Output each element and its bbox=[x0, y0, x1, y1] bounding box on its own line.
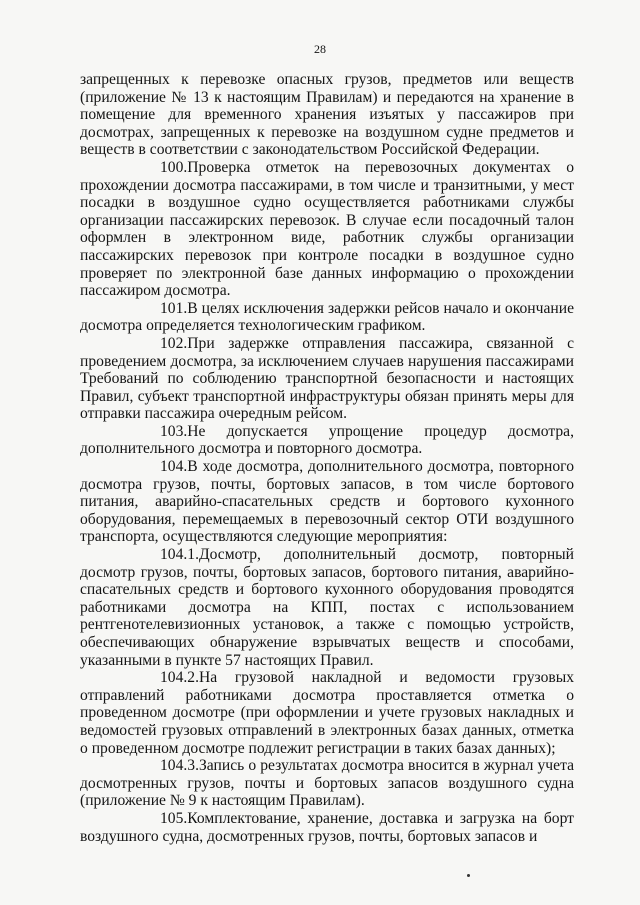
paragraph-text: При задержке отправления пассажира, связанной с проведением досмотра, за исключением случаев нарушения пассажирами Требований по соблюдению транспортной безопасности и настоящих Правил, субъект транспортной инфраструктуры обязан принять меры для отправки пассажира очередным рейсом. bbox=[80, 334, 574, 423]
paragraph-100 bbox=[80, 159, 574, 300]
paragraph-102 bbox=[80, 335, 574, 423]
scan-speck bbox=[467, 874, 470, 877]
paragraph-number: 105. bbox=[160, 809, 188, 827]
paragraph-text: Комплектование, хранение, доставка и загрузка на борт воздушного судна, досмотренных грузов, почты, бортовых запасов и bbox=[80, 809, 574, 845]
paragraph-number: 103. bbox=[160, 422, 188, 440]
paragraph-text: Проверка отметок на перевозочных документах о прохождении досмотра пассажирами, в том числе и транзитными, у мест посадки в воздушное судно осуществляется работниками службы организации пассажирских перевозок. В случае если посадочный талон оформлен в электронном виде, работник службы организации пассажирских перевозок при контроле посадки в воздушное судно проверяет по электронной базе данных информацию о прохождении пассажиром досмотра. bbox=[80, 158, 574, 300]
paragraph-104-3 bbox=[80, 757, 574, 810]
paragraph-105 bbox=[80, 810, 574, 845]
paragraph-number: 101. bbox=[160, 299, 188, 317]
paragraph-text: В целях исключения задержки рейсов начало и окончание досмотра определяется технологическим графиком. bbox=[80, 299, 574, 335]
paragraph-104-1 bbox=[80, 546, 574, 669]
paragraph-text: запрещенных к перевозке опасных грузов, предметов или веществ (приложение № 13 к настоящим Правилам) и передаются на хранение в помещение для временного хранения изъятых у пассажиров при досмотрах, запрещенных к перевозке на воздушном судне предметов и веществ в соответствии с законодательством Российской Федерации. bbox=[80, 71, 574, 159]
paragraph-text: Не допускается упрощение процедур досмотра, дополнительного досмотра и повторного досмотра. bbox=[80, 422, 574, 458]
page-number: 28 bbox=[314, 42, 326, 56]
paragraph-101 bbox=[80, 300, 574, 335]
paragraph-text: Запись о результатах досмотра вносится в журнал учета досмотренных грузов, почты и бортовых запасов воздушного судна (приложение № 9 к настоящим Правилам). bbox=[80, 757, 574, 810]
body-text bbox=[80, 71, 574, 845]
paragraph-104-2 bbox=[80, 669, 574, 757]
paragraph-number: 104. bbox=[160, 458, 188, 476]
paragraph-number: 104.3. bbox=[160, 757, 199, 775]
paragraph-103 bbox=[80, 423, 574, 458]
paragraph-text: На грузовой накладной и ведомости грузовых отправлений работниками досмотра проставляется отметка о проведенном досмотре (при оформлении и учете грузовых накладных и ведомостей грузовых отправлений в электронных базах данных, отметка о проведенном досмотре подлежит регистрации в таких базах данных); bbox=[80, 669, 574, 757]
paragraph-continuation bbox=[80, 71, 574, 159]
paragraph-number: 102. bbox=[160, 334, 188, 352]
paragraph-104 bbox=[80, 458, 574, 546]
paragraph-number: 104.2. bbox=[160, 669, 199, 687]
paragraph-number: 100. bbox=[160, 158, 188, 176]
paragraph-number: 104.1. bbox=[160, 546, 199, 564]
paragraph-text: Досмотр, дополнительный досмотр, повторный досмотр грузов, почты, бортовых запасов, бортового питания, аварийно-спасательных средств и бортового кухонного оборудования проводятся работниками досмотра на КПП, постах с использованием рентгенотелевизионных установок, а также с помощью устройств, обеспечивающих обнаружение взрывчатых веществ и способами, указанными в пункте 57 настоящих Правил. bbox=[80, 546, 574, 669]
paragraph-text: В ходе досмотра, дополнительного досмотра, повторного досмотра грузов, почты, бортовых запасов, в том числе бортового питания, аварийно-спасательных средств и бортового кухонного оборудования, перемещаемых в перевозочный сектор ОТИ воздушного транспорта, осуществляются следующие мероприятия: bbox=[80, 458, 574, 546]
